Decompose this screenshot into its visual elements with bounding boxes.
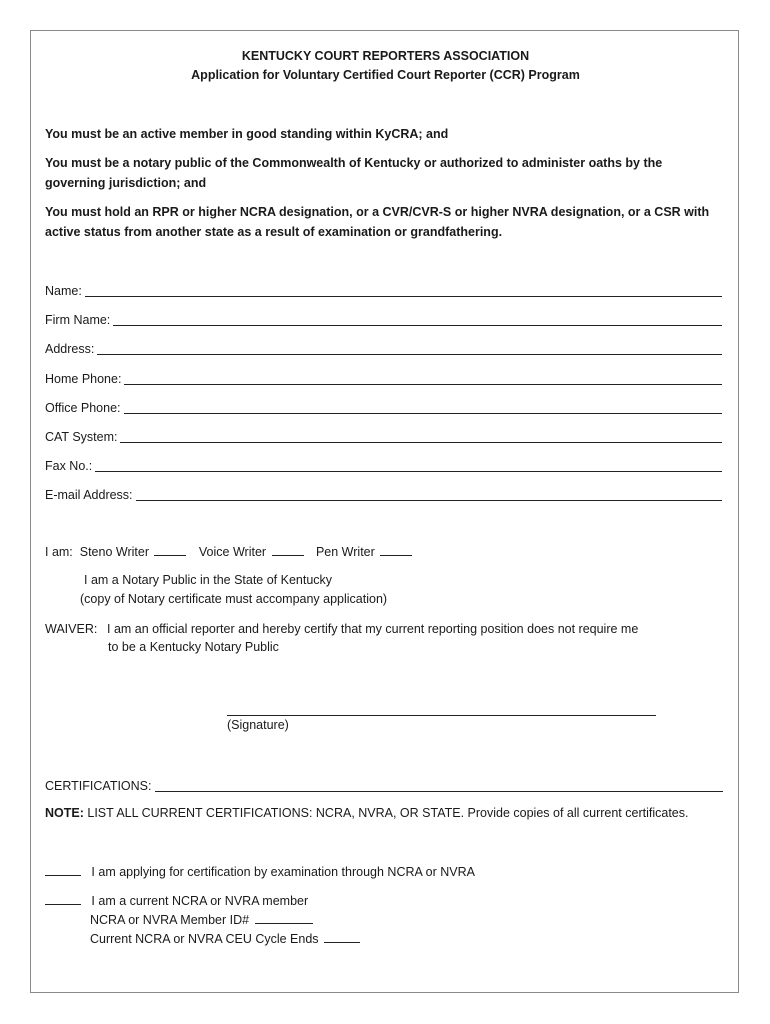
note-label: NOTE: — [45, 806, 84, 820]
requirement-notary: You must be a notary public of the Commonwealth of Kentucky or authorized to administer oaths by the governing jurisdiction; and — [45, 156, 663, 190]
member-option-row — [45, 893, 308, 908]
address-field[interactable] — [45, 339, 722, 357]
fax-field[interactable] — [45, 456, 722, 474]
email-label: E-mail Address: — [45, 488, 133, 502]
requirement-designation: You must hold an RPR or higher NCRA designation, or a CVR/CVR-S or higher NVRA designation, or a CSR with active status from another state as a result of examination or grandfathering. — [45, 205, 710, 239]
application-form-page — [30, 30, 739, 993]
steno-writer-blank[interactable] — [154, 544, 186, 556]
firm-name-field[interactable] — [45, 310, 722, 328]
name-field[interactable] — [45, 281, 722, 299]
steno-writer-label: Steno Writer — [79, 545, 149, 559]
office-phone-input-line[interactable] — [124, 412, 722, 414]
firm-name-label: Firm Name: — [45, 313, 111, 327]
cat-system-field[interactable] — [45, 427, 722, 445]
address-label: Address: — [45, 342, 95, 356]
writer-type-prefix: I am: — [45, 545, 73, 559]
firm-name-input-line[interactable] — [113, 324, 722, 326]
ceu-cycle-label: Current NCRA or NVRA CEU Cycle Ends — [90, 932, 319, 946]
email-field[interactable] — [45, 485, 722, 503]
certifications-input-line[interactable] — [155, 790, 724, 792]
name-input-line[interactable] — [85, 295, 722, 297]
pen-writer-label: Pen Writer — [315, 545, 375, 559]
address-input-line[interactable] — [97, 353, 722, 355]
certifications-label: CERTIFICATIONS: — [45, 779, 152, 793]
certifications-field[interactable] — [45, 776, 723, 794]
pen-writer-blank[interactable] — [380, 544, 412, 556]
certifications-note — [45, 806, 688, 820]
home-phone-input-line[interactable] — [124, 383, 722, 385]
voice-writer-blank[interactable] — [272, 544, 304, 556]
signature-label: (Signature) — [227, 718, 289, 732]
notary-note: (copy of Notary certificate must accompany application) — [80, 592, 388, 606]
exam-option-row — [45, 864, 475, 879]
signature-line[interactable] — [227, 715, 656, 716]
waiver-line-2: to be a Kentucky Notary Public — [108, 640, 279, 654]
member-option-blank[interactable] — [45, 893, 81, 905]
note-text: LIST ALL CURRENT CERTIFICATIONS: NCRA, NVRA, OR STATE. Provide copies of all current certificates. — [87, 806, 689, 820]
member-id-blank[interactable] — [255, 912, 313, 924]
home-phone-field[interactable] — [45, 369, 722, 387]
exam-option-blank[interactable] — [45, 864, 81, 876]
member-id-row — [90, 912, 315, 927]
email-input-line[interactable] — [136, 499, 722, 501]
notary-statement: I am a Notary Public in the State of Kentucky — [84, 573, 333, 587]
ceu-cycle-row — [90, 931, 362, 946]
member-option-label: I am a current NCRA or NVRA member — [91, 894, 309, 908]
voice-writer-label: Voice Writer — [198, 545, 267, 559]
ceu-cycle-blank[interactable] — [324, 931, 360, 943]
cat-system-label: CAT System: — [45, 430, 118, 444]
waiver-line-1: I am an official reporter and hereby certify that my current reporting position does not require me — [107, 622, 639, 636]
requirement-membership: You must be an active member in good standing within KyCRA; and — [45, 127, 449, 141]
association-title: KENTUCKY COURT REPORTERS ASSOCIATION — [241, 49, 530, 63]
cat-system-input-line[interactable] — [120, 441, 722, 443]
office-phone-field[interactable] — [45, 398, 722, 416]
form-subtitle: Application for Voluntary Certified Court Reporter (CCR) Program — [191, 68, 580, 82]
office-phone-label: Office Phone: — [45, 401, 121, 415]
name-label: Name: — [45, 284, 82, 298]
member-id-label: NCRA or NVRA Member ID# — [90, 913, 250, 927]
writer-type-row — [45, 544, 414, 559]
fax-label: Fax No.: — [45, 459, 93, 473]
exam-option-label: I am applying for certification by examination through NCRA or NVRA — [91, 865, 475, 879]
waiver-label: WAIVER: — [45, 622, 98, 636]
fax-input-line[interactable] — [95, 470, 722, 472]
home-phone-label: Home Phone: — [45, 372, 122, 386]
